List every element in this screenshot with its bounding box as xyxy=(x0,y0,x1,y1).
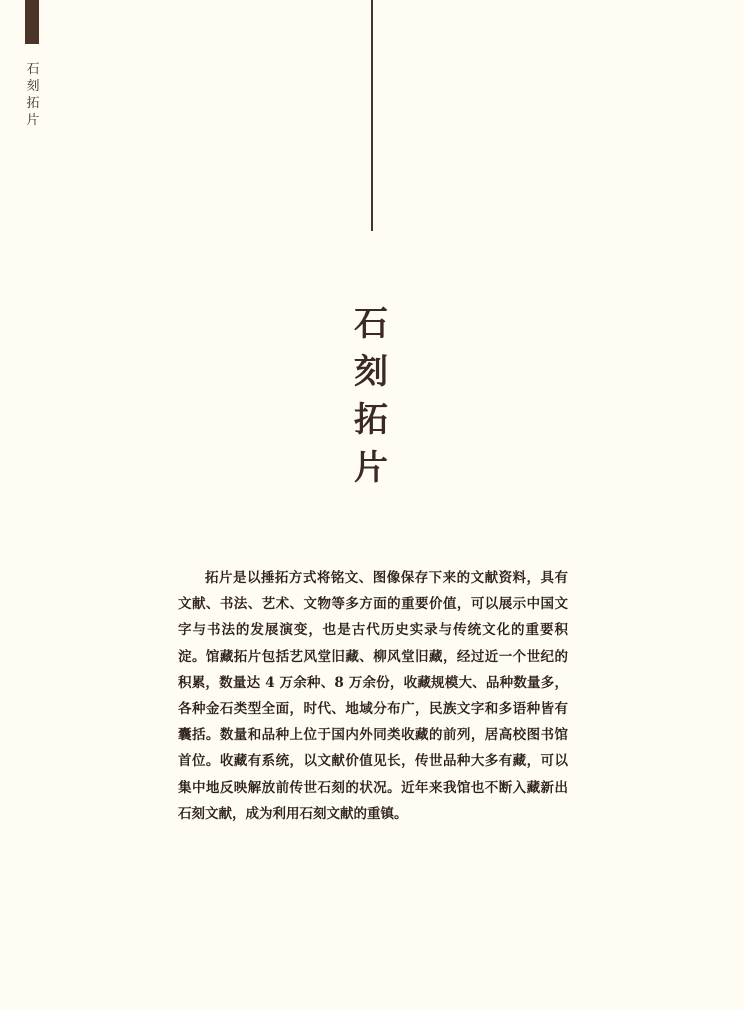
title-char: 拓 xyxy=(354,400,388,440)
title-char: 刻 xyxy=(354,352,388,392)
intro-paragraph: 拓片是以捶拓方式将铭文、图像保存下来的文献资料，具有文献、书法、艺术、文物等多方面的重要价值，可以展示中国文字与书法的发展演变，也是古代历史实录与传统文化的重要积淀。馆藏拓片包括艺风堂旧藏、柳风堂旧藏，经过近一个世纪的积累，数量达 4 万余种、8 万余份，收藏规模大、品种数量多，各种金石类型全面，时代、地域分布广，民族文字和多语种皆有囊括。数量和品种上位于国内外同类收藏的前列，居高校图书馆首位。收藏有系统，以文献价值见长，传世品种大多有藏，可以集中地反映解放前传世石刻的状况。近年来我馆也不断入藏新出石刻文献，成为利用石刻文献的重镇。 xyxy=(178,570,568,822)
vertical-divider-line xyxy=(371,0,373,231)
page-title xyxy=(346,300,396,492)
side-label-char: 刻 xyxy=(26,79,40,94)
title-char: 石 xyxy=(354,304,388,344)
side-label-char: 拓 xyxy=(26,96,40,111)
side-label-char: 石 xyxy=(26,62,40,77)
side-label-char: 片 xyxy=(26,113,40,128)
side-tab-marker xyxy=(25,0,39,44)
side-section-label xyxy=(24,61,42,129)
title-char: 片 xyxy=(354,448,388,488)
